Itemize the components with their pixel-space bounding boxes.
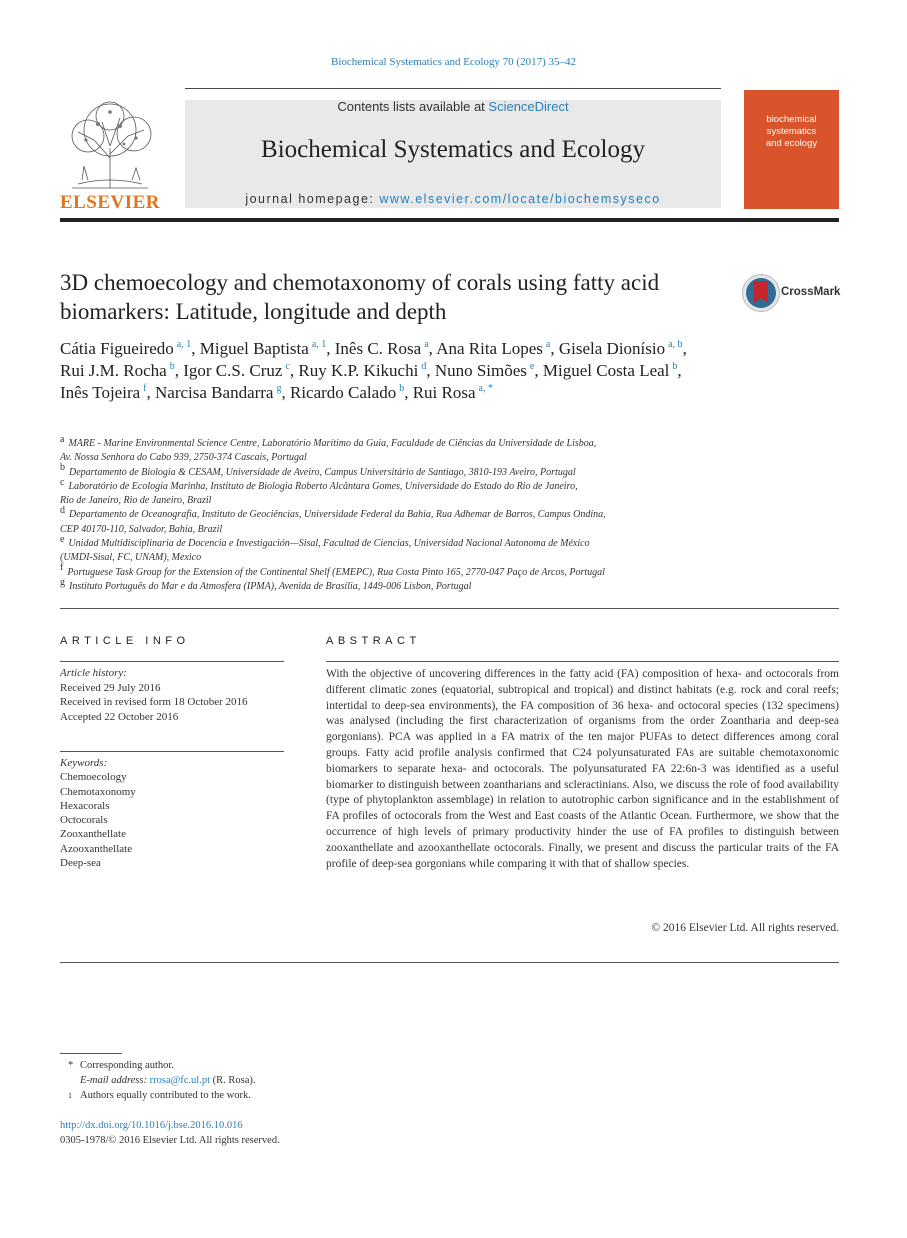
affiliation-text: Laboratório de Ecologia Marinha, Instituto de Biologia Roberto Alcântara Gomes, Universidade do Estado do Rio de Janeiro, [68,480,578,492]
keyword: Deep-sea [60,857,101,870]
affiliation-line [60,551,760,565]
affiliation-text: Av. Nossa Senhora do Cabo 939, 2750-374 Cascais, Portugal [60,452,307,464]
affiliation-mark: a [60,433,65,445]
email-note [60,1073,560,1088]
footnote-rule [60,1053,122,1054]
author-affiliation-mark[interactable]: a [545,339,551,351]
cover-line: systematics [766,126,817,137]
article-info-heading: ARTICLE INFO [60,635,190,647]
keywords-block [60,756,284,870]
author-name[interactable]: Rui J.M. Rocha [60,361,167,380]
affiliation-line [60,533,760,551]
author-name[interactable]: Inês Tojeira [60,383,141,402]
keyword: Zooxanthellate [60,828,126,841]
author-affiliation-mark[interactable]: g [276,383,282,395]
corresponding-author-note [60,1058,560,1073]
author-list: Cátia Figueiredo $^{a, 1}$, Miguel Baptista $^{a, 1}$, Inês C. Rosa $^a$, Ana Rita Lopes $^a$, Gisela Dionísio $^{a, b}$, Rui J.M. Rocha $^b$, Igor C.S. Cruz $^c$, Ruy K.P. Kikuchi $^d$, Nuno Simões $^e$, Miguel Costa Leal $^b$, Inês Tojeira $^f$, Narcisa Bandarra $^g$, Ricardo Calado $^b$, Rui Rosa $^{a, *}$ [60,339,687,402]
affiliation-mark: c [60,476,65,488]
keyword: Chemoecology [60,771,127,784]
keywords-label: Keywords: [60,757,108,769]
affiliation-mark: b [60,462,65,474]
affiliation-line [60,433,760,451]
author-name[interactable]: Igor C.S. Cruz [183,361,283,380]
author-affiliation-mark[interactable]: a, 1 [311,339,327,351]
affiliation-line [60,505,760,522]
equal-text: Authors equally contributed to the work. [80,1090,251,1101]
abstract-copyright: © 2016 Elsevier Ltd. All rights reserved. [651,922,839,934]
abstract-heading: ABSTRACT [326,635,421,647]
email-link[interactable]: rrosa@fc.ul.pt [149,1075,211,1086]
author-affiliation-mark[interactable]: a, b [668,339,683,351]
affiliation-text: Rio de Janeiro, Rio de Janeiro, Brazil [60,495,212,507]
affiliation-text: CEP 40170-110, Salvador, Bahia, Brazil [60,523,223,535]
cover-line: and ecology [765,138,818,149]
affiliation-mark: d [60,505,65,517]
contents-prefix: Contents lists available at [337,99,489,114]
author-name[interactable]: Inês C. Rosa [334,339,422,358]
author-name[interactable]: Miguel Baptista [199,339,309,358]
affiliation-text: Portuguese Task Group for the Extension of the Continental Shelf (EMEPC), Rua Costa Pinto 165, 2770-047 Paço de Arcos, Portugal [67,566,605,578]
affiliation-line [60,494,760,508]
footnote-mark: * [68,1060,74,1071]
article-info-rule [60,661,284,662]
affiliation-list [60,433,760,594]
author-affiliation-mark[interactable]: f [143,383,147,395]
homepage-prefix: journal homepage: [245,192,380,206]
affiliation-line [60,476,760,494]
abstract-rule [326,661,839,662]
author-affiliation-mark[interactable]: c [285,361,290,373]
author-affiliation-mark[interactable]: a, 1 [176,339,192,351]
affiliation-text: Unidad Multidisciplinaria de Docencia e Investigación—Sisal, Facultad de Ciencias, Universidad Nacional Autonoma de México [68,538,590,550]
author-name[interactable]: Gisela Dionísio [558,339,666,358]
header-divider [185,88,721,89]
corresponding-text: Corresponding author. [80,1060,174,1071]
affiliation-text: Departamento de Oceanografia, Instituto de Geociências, Universidade Federal da Bahia, Rua Adhemar de Barros, Campus Ondina, [69,509,606,521]
journal-cover-title [744,114,839,150]
contents-availability [185,99,721,114]
affiliation-text: Departamento de Biologia & CESAM, Universidade de Aveiro, Campus Universitário de Santiago, 3810-193 Aveiro, Portugal [69,466,576,478]
author-name[interactable]: Narcisa Bandarra [155,383,274,402]
author-name[interactable]: Rui Rosa [412,383,476,402]
affiliation-line [60,451,760,465]
footnote-mark: 1 [68,1091,72,1100]
author-name[interactable]: Ricardo Calado [289,383,397,402]
affiliation-text: MARE - Marine Environmental Science Centre, Laboratório Marítimo da Guia, Faculdade de Ciências da Universidade de Lisboa, [68,438,597,449]
sciencedirect-link[interactable]: ScienceDirect [488,99,569,114]
affiliation-mark: f [60,562,64,574]
author-affiliation-mark[interactable]: d [421,361,427,373]
author-affiliation-mark[interactable]: e [529,361,535,373]
equal-contribution-note [60,1088,560,1103]
header-thick-rule [60,218,839,222]
abstract-body: With the objective of uncovering differences in the fatty acid (FA) composition of hexa- and octocorals from different climatic zones (equatorial, subtropical and tropical) and distinct habitats (e.g. rock and coral reefs; intertidal to deep-sea environments), the FA composition of 36 hexa- and octocoral species (132 specimens) was analysed (including the first characterization of organisms from the order Zoantharia and deep-sea gorgonians). PCA was applied in a FA matrix of the ten major PUFAs to detect differences among coral groups. Fatty acid profile analysis confirmed that C24 polyunsaturated FAs are suitable chemotaxonomic biomarkers to separate hexa- and octocorals. The polyunsaturated FA 22:6n-3 was identified as a useful biomarker to distinguish between zoantharians and scleractinians. Also, we discuss the role of food availability (type of phytoplankton assemblage) in relation to autotrophic carbon significance and in the establishment of FA profiles of octocorals from the West and East coasts of the Atlantic Ocean. Furthermore, we show that the occurrence of high levels of primary productivity hinder the use of FA profiles to distinguish between zooxanthellate and azooxanthellate octocorals. Finally, we present and discuss the particular traits of the FA profile of deep-sea gorgonians while comparing it with that of shallow species. [326,668,839,870]
crossmark-label[interactable]: CrossMark [781,286,841,298]
affiliation-line [60,462,760,480]
keywords-rule [60,751,284,752]
affiliation-line [60,562,760,580]
author-name[interactable]: Ruy K.P. Kikuchi [298,361,419,380]
author-affiliation-mark[interactable]: b [399,383,405,395]
issn-line: 0305-1978/© 2016 Elsevier Ltd. All rights reserved. [60,1135,280,1146]
affiliation-line [60,523,760,537]
keyword: Chemotaxonomy [60,785,136,798]
affiliation-line [60,576,760,594]
accepted-date: Accepted 22 October 2016 [60,710,179,723]
footnotes [60,1058,560,1103]
section-divider [60,608,839,609]
keyword: Octocorals [60,814,108,827]
author-name[interactable]: Miguel Costa Leal [542,361,670,380]
article-history [60,666,284,724]
cover-line: biochemical [766,114,817,125]
author-affiliation-mark[interactable]: b [672,361,678,373]
author-affiliation-mark[interactable]: a [424,339,429,351]
journal-name: Biochemical Systematics and Ecology [261,136,645,163]
email-suffix: (R. Rosa). [210,1075,256,1086]
homepage-link[interactable]: www.elsevier.com/locate/biochemsyseco [379,192,661,206]
doi-link[interactable]: http://dx.doi.org/10.1016/j.bse.2016.10.016 [60,1120,243,1131]
author-affiliation-mark[interactable]: b [169,361,175,373]
author-affiliation-mark[interactable]: a, * [478,383,493,395]
journal-homepage [185,192,721,206]
affiliation-text: (UMDI-Sisal, FC, UNAM), Mexico [60,552,202,564]
crossmark-icon[interactable] [741,273,781,313]
author-name[interactable]: Nuno Simões [434,361,527,380]
section-divider [60,962,839,963]
author-name[interactable]: Ana Rita Lopes [436,339,543,358]
keyword: Hexacorals [60,799,110,812]
revised-date: Received in revised form 18 October 2016 [60,696,248,708]
affiliation-text: Instituto Português do Mar e da Atmosfera (IPMA), Avenida de Brasília, 1449-006 Lisbon, Portugal [69,580,472,592]
received-date: Received 29 July 2016 [60,681,161,694]
keyword: Azooxanthellate [60,842,133,855]
history-label: Article history: [60,667,127,679]
author-name[interactable]: Cátia Figueiredo [60,339,174,358]
email-label: E-mail address: [80,1075,150,1086]
affiliation-mark: e [60,533,65,545]
affiliation-mark: g [60,576,65,588]
journal-citation-link[interactable]: Biochemical Systematics and Ecology 70 (2017) 35–42 [330,56,576,68]
article-title: 3D chemoecology and chemotaxonomy of corals using fatty acid biomarkers: Latitude, longitude and depth [60,270,660,324]
elsevier-wordmark: ELSEVIER [59,192,161,213]
